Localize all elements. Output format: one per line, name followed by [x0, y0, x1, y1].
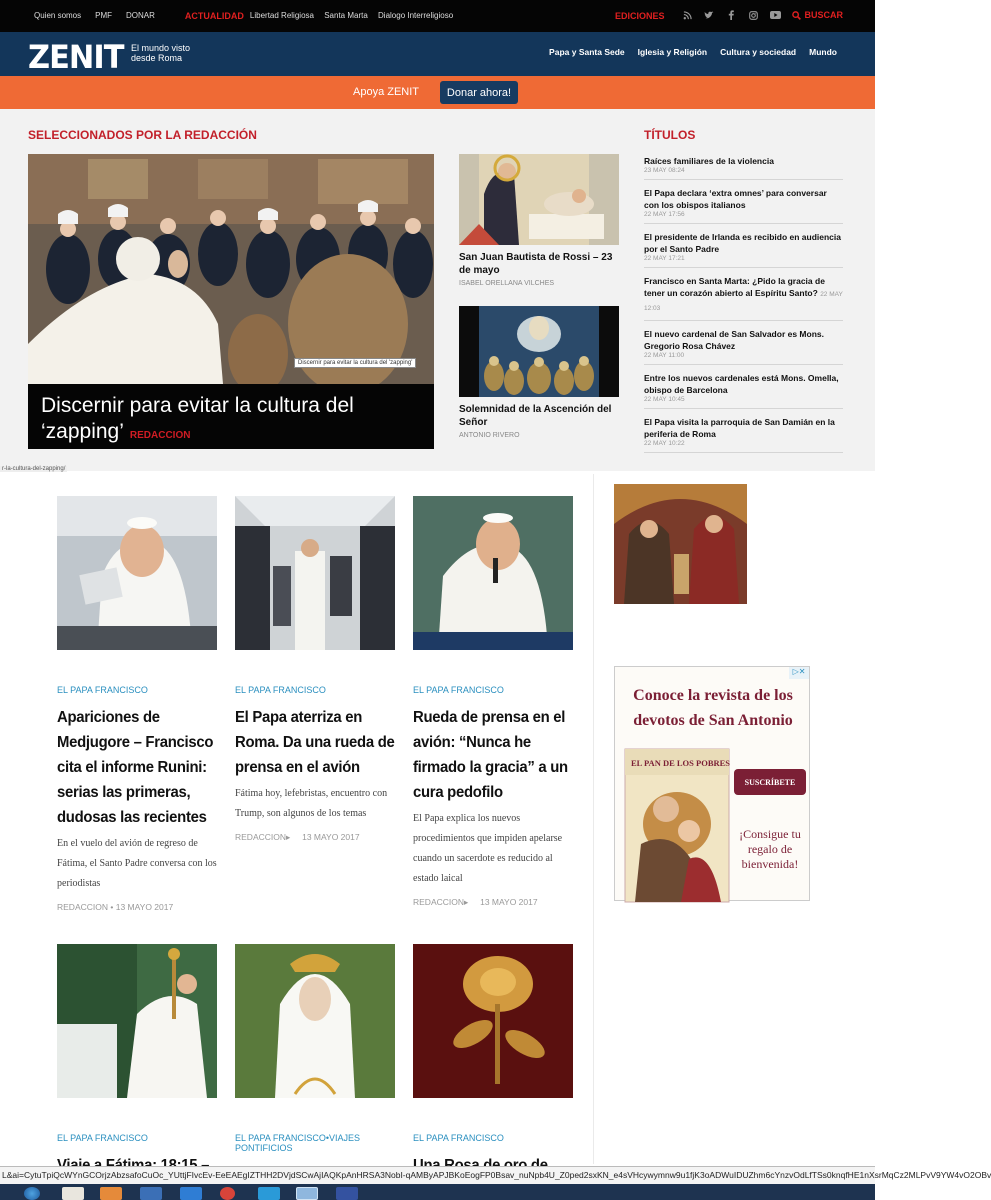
facebook-icon[interactable]	[726, 10, 736, 22]
search-label: BUSCAR	[804, 10, 843, 21]
ediciones-menu[interactable]: EDICIONES	[614, 11, 665, 21]
featured-tooltip: Discernir para evitar la cultura del 'zapping'	[294, 358, 416, 368]
article-title[interactable]: El Papa aterriza en Roma. Da una rueda de prensa en el avión	[235, 709, 395, 776]
taskbar-app-icon[interactable]	[100, 1187, 122, 1200]
rss-icon[interactable]	[682, 11, 692, 22]
link-pmf[interactable]: PMF	[95, 11, 113, 20]
article-summary: El Papa explica los nuevos procedimientos que impiden apelarse cuando un sacerdote es reducido al estado laical	[413, 813, 563, 884]
title-item[interactable]	[644, 185, 843, 224]
youtube-icon[interactable]	[770, 11, 780, 21]
os-taskbar	[0, 1184, 875, 1200]
link-dialogo-interreligioso[interactable]: Dialogo Interreligioso	[378, 11, 454, 20]
article-card[interactable]	[235, 496, 395, 843]
title-item-headline[interactable]: El Papa visita la parroquia de San Damián en la periferia de Roma	[644, 417, 835, 439]
side-article-2-title[interactable]: Solemnidad de la Ascención del Señor	[459, 404, 612, 428]
title-item-date: 22 MAY 17:21	[644, 255, 685, 262]
title-item-headline[interactable]: Raíces familiares de la violencia	[644, 156, 774, 166]
start-button-icon[interactable]	[24, 1187, 40, 1200]
side-article-2[interactable]	[459, 306, 619, 439]
chevron-right-icon: ▸	[464, 897, 469, 907]
top-utility-bar	[0, 0, 875, 32]
zenit-logo[interactable]: ZENIT	[28, 38, 124, 76]
article-image	[57, 944, 217, 1098]
title-item[interactable]	[644, 273, 843, 321]
title-item-date: 22 MAY 10:22	[644, 440, 685, 447]
article-category[interactable]: EL PAPA FRANCISCO	[413, 1133, 504, 1143]
ad-gift-text[interactable]: ¡Consigue tu regalo de bienvenida!	[739, 827, 801, 871]
taskbar-app-icon[interactable]	[62, 1187, 84, 1200]
article-card[interactable]	[57, 944, 217, 1178]
article-summary: Fátima hoy, lefebristas, encuentro con Trump, son algunos de los temas	[235, 788, 388, 819]
taskbar-app-icon[interactable]	[258, 1187, 280, 1200]
taskbar-app-icon[interactable]	[140, 1187, 162, 1200]
title-item[interactable]	[644, 326, 843, 365]
side-article-1-image	[459, 154, 619, 245]
column-divider	[593, 474, 594, 1164]
ad-headline[interactable]: Conoce la revista de los devotos de San Antonio	[633, 687, 793, 729]
article-image	[413, 496, 573, 650]
article-meta	[235, 832, 395, 843]
menu-papa-santa-sede[interactable]: Papa y Santa Sede	[549, 47, 625, 57]
donate-banner	[0, 76, 875, 109]
title-item[interactable]	[644, 370, 843, 409]
menu-mundo[interactable]: Mundo	[809, 47, 837, 57]
article-date: 13 MAYO 2017	[115, 902, 174, 912]
search-icon	[792, 11, 801, 22]
article-title[interactable]: Rueda de prensa en el avión: “Nunca he firmado la gracia” a un cura pedofilo	[413, 709, 568, 801]
ad-subscribe-button[interactable]: SUSCRÍBETE	[734, 769, 806, 795]
title-item-date: 23 MAY 08:24	[644, 167, 685, 174]
article-author[interactable]: REDACCION	[235, 832, 287, 842]
browser-status-bar: L&ai=CytuTpiQcWYnGCOrjzAbzsafoCuOc_YUttjFIvcEv-EeEAEgIZTHH2DVjdSCwAjIAQKpAnHRSA3NobI-qAMByAPJBKoEogFP0Bsav_nuNpb4U_Z0ped2sxKN_e4sVHcywymnw9u1fjK3oADWuIDUZhm6cYnzvOdLfTSs0knqfHE1nXsrMqCz2MLPvV9YW4vO2OBv	[0, 1166, 875, 1184]
title-item[interactable]	[644, 153, 843, 180]
side-article-1[interactable]	[459, 154, 619, 287]
article-category[interactable]: EL PAPA FRANCISCO	[413, 685, 504, 695]
article-title[interactable]: Apariciones de Medjugore – Francisco cita el informe Runini: serias las primeras, dudosas las recientes	[57, 709, 214, 826]
title-item-headline[interactable]: El nuevo cardenal de San Salvador es Mons. Gregorio Rosa Chávez	[644, 329, 824, 351]
main-nav	[0, 32, 875, 76]
article-author[interactable]: REDACCION	[413, 897, 465, 907]
article-card[interactable]	[235, 944, 395, 1153]
title-item-date: 22 MAY 10:45	[644, 396, 685, 403]
sidebar-image[interactable]	[614, 484, 747, 604]
actualidad-label[interactable]: ACTUALIDAD	[184, 11, 244, 21]
link-libertad-religiosa[interactable]: Libertad Religiosa	[249, 11, 314, 20]
search-button[interactable]	[792, 10, 843, 21]
article-image	[57, 496, 217, 650]
article-summary: En el vuelo del avión de regreso de Fátima, el Santo Padre conversa con los periodistas	[57, 838, 217, 889]
tagline-line-1: El mundo visto	[131, 43, 191, 53]
chevron-right-icon: ▸	[286, 832, 291, 842]
article-card[interactable]	[57, 496, 217, 912]
article-category[interactable]: EL PAPA FRANCISCO•VIAJES PONTIFICIOS	[235, 1133, 361, 1153]
article-date: 13 MAYO 2017	[480, 897, 538, 907]
featured-caption	[28, 384, 434, 449]
link-donar[interactable]: DONAR	[126, 11, 155, 20]
article-image	[413, 944, 573, 1098]
title-item-headline[interactable]: Francisco en Santa Marta: ¿Pido la gracia de tener un corazón abierto al Espíritu Santo?	[644, 276, 825, 298]
title-item-date: 22 MAY 12:03	[644, 291, 843, 312]
ad-book-title: EL PAN DE LOS POBRES	[631, 758, 731, 768]
tagline	[131, 43, 190, 63]
featured-article[interactable]	[28, 154, 434, 449]
article-card[interactable]	[413, 944, 573, 1178]
menu-iglesia-religion[interactable]: Iglesia y Religión	[637, 47, 708, 57]
side-article-1-title[interactable]: San Juan Bautista de Rossi – 23 de mayo	[459, 252, 613, 276]
article-category[interactable]: EL PAPA FRANCISCO	[235, 685, 326, 695]
link-santa-marta[interactable]: Santa Marta	[324, 11, 368, 20]
taskbar-app-icon[interactable]	[220, 1187, 235, 1200]
adchoices-icon[interactable]: ▷✕	[789, 667, 809, 679]
side-article-2-author[interactable]: ANTONIO RIVERO	[459, 432, 520, 439]
link-quien-somos[interactable]: Quien somos	[34, 11, 82, 20]
titles-section-title: TÍTULOS	[644, 128, 696, 142]
article-meta: REDACCION • 13 MAYO 2017	[57, 902, 174, 912]
ad-magazine-cover	[621, 749, 729, 902]
title-item[interactable]	[644, 229, 843, 268]
taskbar-app-icon[interactable]	[336, 1187, 358, 1200]
article-meta	[413, 897, 573, 908]
article-date: 13 MAYO 2017	[302, 832, 360, 842]
menu-cultura-sociedad[interactable]: Cultura y sociedad	[720, 47, 797, 57]
article-image	[235, 496, 395, 650]
side-article-2-image	[459, 306, 619, 397]
instagram-icon[interactable]	[748, 11, 758, 22]
title-item[interactable]	[644, 414, 843, 453]
twitter-icon[interactable]	[704, 11, 714, 22]
advertisement[interactable]	[614, 666, 810, 901]
article-card[interactable]	[413, 496, 573, 908]
title-item-headline[interactable]: Entre los nuevos cardenales está Mons. Omella, obispo de Barcelona	[644, 373, 839, 395]
taskbar-app-icon[interactable]	[296, 1187, 318, 1200]
featured-author[interactable]: REDACCION	[129, 430, 191, 441]
link-preview-url: r-la-cultura-del-zapping/	[2, 466, 66, 472]
editorial-section	[0, 109, 875, 471]
featured-photo	[28, 154, 434, 384]
article-image	[235, 944, 395, 1098]
main-menu	[549, 47, 837, 57]
title-item-date: 22 MAY 17:56	[644, 211, 685, 218]
title-item-headline[interactable]: El presidente de Irlanda es recibido en audiencia por el Santo Padre	[644, 232, 841, 254]
donate-button[interactable]: Donar ahora!	[440, 81, 518, 104]
article-author[interactable]: REDACCION	[57, 902, 109, 912]
tagline-line-2: desde Roma	[131, 53, 183, 63]
title-item-date: 22 MAY 11:00	[644, 352, 685, 359]
article-category[interactable]: EL PAPA FRANCISCO	[57, 685, 148, 695]
taskbar-app-icon[interactable]	[180, 1187, 202, 1200]
article-category[interactable]: EL PAPA FRANCISCO	[57, 1133, 148, 1143]
title-item-headline[interactable]: El Papa declara ‘extra omnes’ para conversar con los obispos italianos	[644, 188, 827, 210]
selected-section-title: SELECCIONADOS POR LA REDACCIÓN	[28, 128, 257, 142]
featured-title[interactable]: Discernir para evitar la cultura del ‘zapping’	[41, 394, 354, 443]
donate-text: Apoya ZENIT	[353, 86, 420, 98]
titles-list	[644, 153, 843, 458]
side-article-1-author[interactable]: ISABEL ORELLANA VILCHES	[459, 280, 555, 287]
